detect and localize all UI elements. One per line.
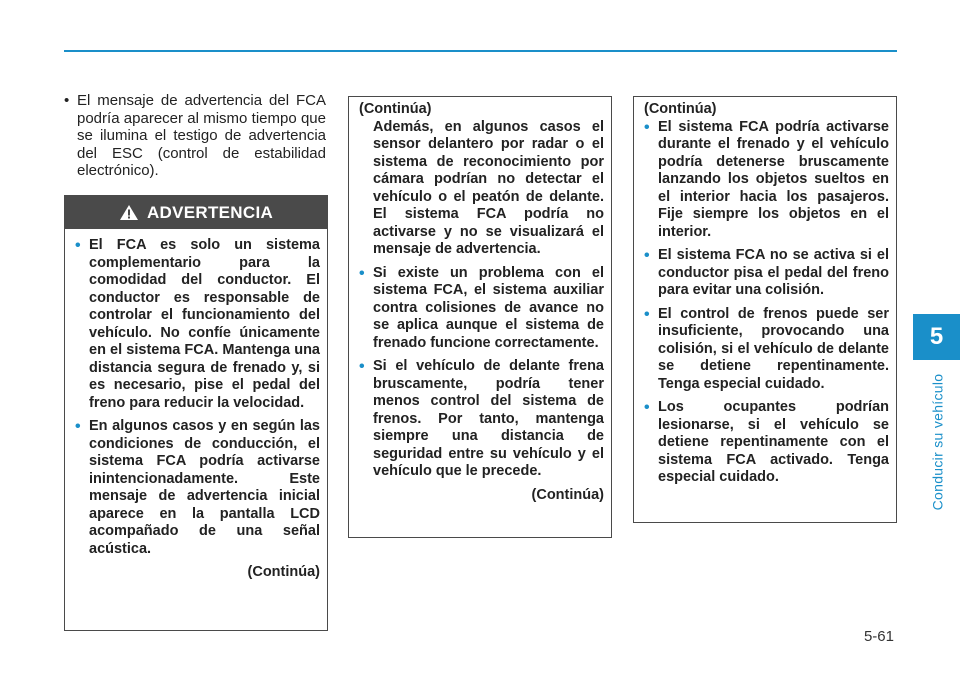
list-item xyxy=(75,237,320,412)
warning-triangle-icon xyxy=(119,204,139,221)
list-item xyxy=(644,119,889,242)
list-item-text: El sistema FCA podría activarse durante el frenado y el vehículo podría detenerse bruscamente lanzando los objetos sueltos en el interior hacia los pasajeros. Fije siempre los objetos en el interior. xyxy=(658,118,889,240)
continued-label: (Continúa) xyxy=(359,101,432,117)
bullet-icon: • xyxy=(644,247,650,264)
intro-text: El mensaje de advertencia del FCA podría aparecer al mismo tiempo que se ilumina el testigo de advertencia del ESC (control de estabilidad electrónico). xyxy=(77,92,326,179)
bullet-icon: • xyxy=(64,92,70,109)
bullet-icon: • xyxy=(644,399,650,416)
warning-title: ADVERTENCIA xyxy=(146,202,274,222)
list-item-text: El FCA es solo un sistema complementario para la comodidad del conductor. El conductor es responsable de controlar el funcionamiento del vehículo. No confíe únicamente en el sistema FCA. Mantenga una distancia segura de frenado y, si es necesario, pise el pedal del freno para reducir la velocidad. xyxy=(89,237,320,411)
list-item-text: Si el vehículo de delante frena bruscamente, podría tener menos control del sistema de frenos. Por tanto, mantenga siempre una distancia de seguridad entre su vehículo y el vehículo que le precede. xyxy=(373,358,604,479)
chapter-title-text: Conducir su vehículo xyxy=(929,373,945,511)
list-item-text: El sistema FCA no se activa si el conductor pisa el pedal del freno para evitar una colisión. xyxy=(658,247,889,298)
bullet-icon: • xyxy=(644,118,650,136)
list-item xyxy=(359,265,604,353)
continues-label: (Continúa) xyxy=(531,486,604,503)
warning-continued-box-2 xyxy=(633,96,897,523)
list-item xyxy=(644,247,889,300)
list-item-text: Los ocupantes podrían lesionarse, si el vehículo se detiene repentinamente con el sistema FCA activado. Tenga especial cuidado. xyxy=(658,399,889,485)
intro-note xyxy=(64,92,326,180)
bullet-icon: • xyxy=(359,358,365,375)
list-item xyxy=(644,399,889,487)
continues-label: (Continúa) xyxy=(247,564,320,580)
bullet-icon: • xyxy=(359,264,365,282)
list-item xyxy=(75,418,320,558)
bullet-icon: • xyxy=(75,237,81,254)
list-item xyxy=(359,358,604,481)
chapter-title xyxy=(892,372,960,512)
header-rule xyxy=(64,50,897,52)
page-number: 5-61 xyxy=(863,628,894,645)
paragraph: Además, en algunos casos el sensor delantero por radar o el sistema de reconocimiento por cámara podrían no detectar el vehículo o el peatón de delante. El sistema FCA podría no activarse y no se visualizará el mensaje de advertencia. xyxy=(373,118,604,257)
warning-header xyxy=(65,196,327,229)
bullet-icon: • xyxy=(644,305,650,323)
warning-box xyxy=(64,195,328,631)
list-item-text: El control de frenos puede ser insuficiente, provocando una colisión, si el vehículo de delante se detiene repentinamente. Tenga especial cuidado. xyxy=(658,305,889,392)
list-item-text: En algunos casos y en según las condiciones de conducción, el sistema FCA podría activarse inintencionadamente. Este mensaje de advertencia inicial aparece en la pantalla LCD acompañado de una señal acústica. xyxy=(89,418,320,557)
warning-continued-box xyxy=(348,96,612,538)
chapter-number: 5 xyxy=(929,323,944,350)
list-item xyxy=(644,306,889,394)
list-item-text: Si existe un problema con el sistema FCA, el sistema auxiliar contra colisiones de avance no se aplica aunque el sistema de frenado funcione correctamente. xyxy=(373,264,604,351)
bullet-icon: • xyxy=(75,418,81,435)
continued-label: (Continúa) xyxy=(644,101,717,117)
chapter-tab xyxy=(913,314,960,360)
